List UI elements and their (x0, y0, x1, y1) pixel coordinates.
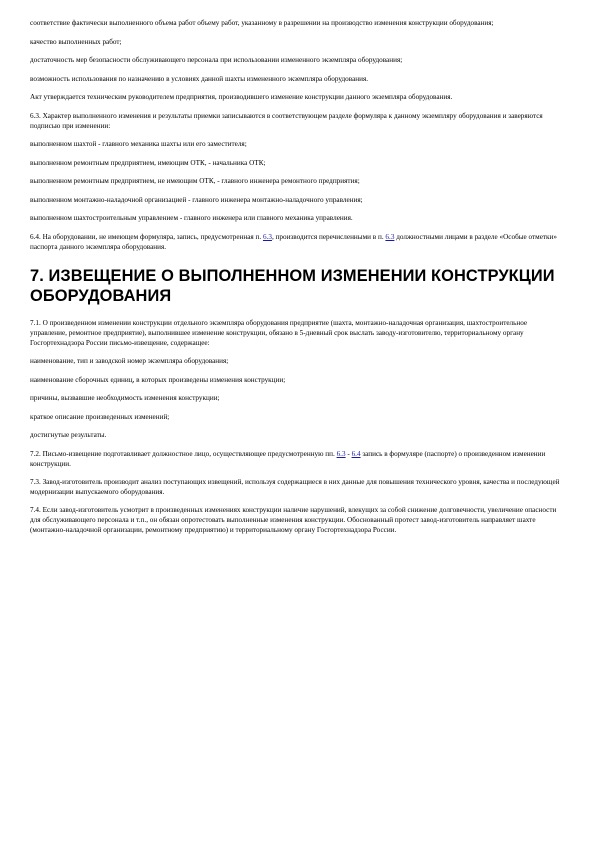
paragraph-7-2 (30, 449, 565, 469)
paragraph: Акт утверждается техническим руководителем предприятия, производившего изменение конструкции данного экземпляра оборудования. (30, 93, 453, 102)
text: запись в формуляре (паспорте) о произведенном изменении конструкции. (30, 449, 546, 468)
paragraph: выполненном ремонтным предприятием, имеющим ОТК, - начальника ОТК; (30, 158, 266, 167)
paragraph-6-4 (30, 232, 565, 252)
paragraph: качество выполненных работ; (30, 37, 122, 46)
paragraph: 7.4. Если завод-изготовитель усмотрит в произведенных изменениях конструкции наличие нарушений, влекущих за собой снижение долговечности, увеличение опасности для обслуживающего персонала и т.п., он обязан опротестовать выполненные изменения конструкции. Обоснованный протест завод-изготовитель направляет шахте (монтажно-наладочной организации, ремонтному предприятию) и территориальному органу Госгортехнадзора России. (30, 505, 557, 534)
paragraph: выполненном монтажно-наладочной организацией - главного инженера монтажно-наладочного управления; (30, 195, 363, 204)
paragraph: 6.3. Характер выполненного изменения и результаты приемки записываются в соответствующем разделе формуляра к данному экземпляру оборудования и заверяются подписью при изменении: (30, 111, 543, 130)
text: , производится перечисленными в п. (271, 232, 386, 241)
text: 7.2. Письмо-извещение подготавливает должностное лицо, осуществляющее предусмотренную пп. (30, 449, 337, 458)
section-heading: 7. ИЗВЕЩЕНИЕ О ВЫПОЛНЕННОМ ИЗМЕНЕНИИ КОНСТРУКЦИИ ОБОРУДОВАНИЯ (30, 266, 555, 305)
document-page (30, 18, 565, 543)
paragraph: 7.3. Завод-изготовитель производит анализ поступающих извещений, используя содержащиеся в них данные для повышения технического уровня, качества и последующей модернизации выпускаемого оборудования. (30, 477, 560, 496)
paragraph: возможность использования по назначению в условиях данной шахты измененного экземпляра оборудования. (30, 74, 369, 83)
reference-link-6-3[interactable]: 6.3 (262, 232, 272, 241)
paragraph: наименование сборочных единиц, в которых произведены изменения конструкции; (30, 375, 286, 384)
text: - (345, 449, 352, 458)
paragraph: выполненном шахтостроительным управлением - главного инженера или главного механика управления. (30, 214, 353, 223)
paragraph: выполненном ремонтным предприятием, не имеющим ОТК, - главного инженера ремонтного предприятия; (30, 177, 360, 186)
paragraph: причины, вызвавшие необходимость изменения конструкции; (30, 394, 220, 403)
text: 6.4. На оборудовании, не имеющем формуляра, запись, предусмотренная п. (30, 232, 263, 241)
reference-link-6-3[interactable]: 6.3 (336, 449, 346, 458)
paragraph: наименование, тип и заводской номер экземпляра оборудования; (30, 356, 229, 365)
paragraph: достигнутые результаты. (30, 431, 107, 440)
reference-link-6-3[interactable]: 6.3 (385, 232, 395, 241)
paragraph: соответствие фактически выполненного объема работ объему работ, указанному в разрешении на производство изменения конструкции оборудования; (30, 19, 494, 27)
paragraph: достаточность мер безопасности обслуживающего персонала при использовании измененного экземпляра оборудования; (30, 56, 403, 65)
reference-link-6-4[interactable]: 6.4 (351, 449, 361, 458)
text: должностными лицами в разделе «Особые отметки» паспорта данного экземпляра оборудования. (30, 232, 557, 251)
paragraph: краткое описание произведенных изменений; (30, 412, 170, 421)
paragraph: выполненном шахтой - главного механика шахты или его заместителя; (30, 139, 247, 148)
paragraph: 7.1. О произведенном изменении конструкции отдельного экземпляра оборудования предприятие (шахта, монтажно-наладочная организация, шахтостроительное управление, ремонтное предприятие), выполнившее изменение конструкции, обязано в 5-дневный срок выслать заводу-изготовителю, территориальному органу Госгортехнадзора России письмо-извещение, содержащее: (30, 318, 528, 347)
